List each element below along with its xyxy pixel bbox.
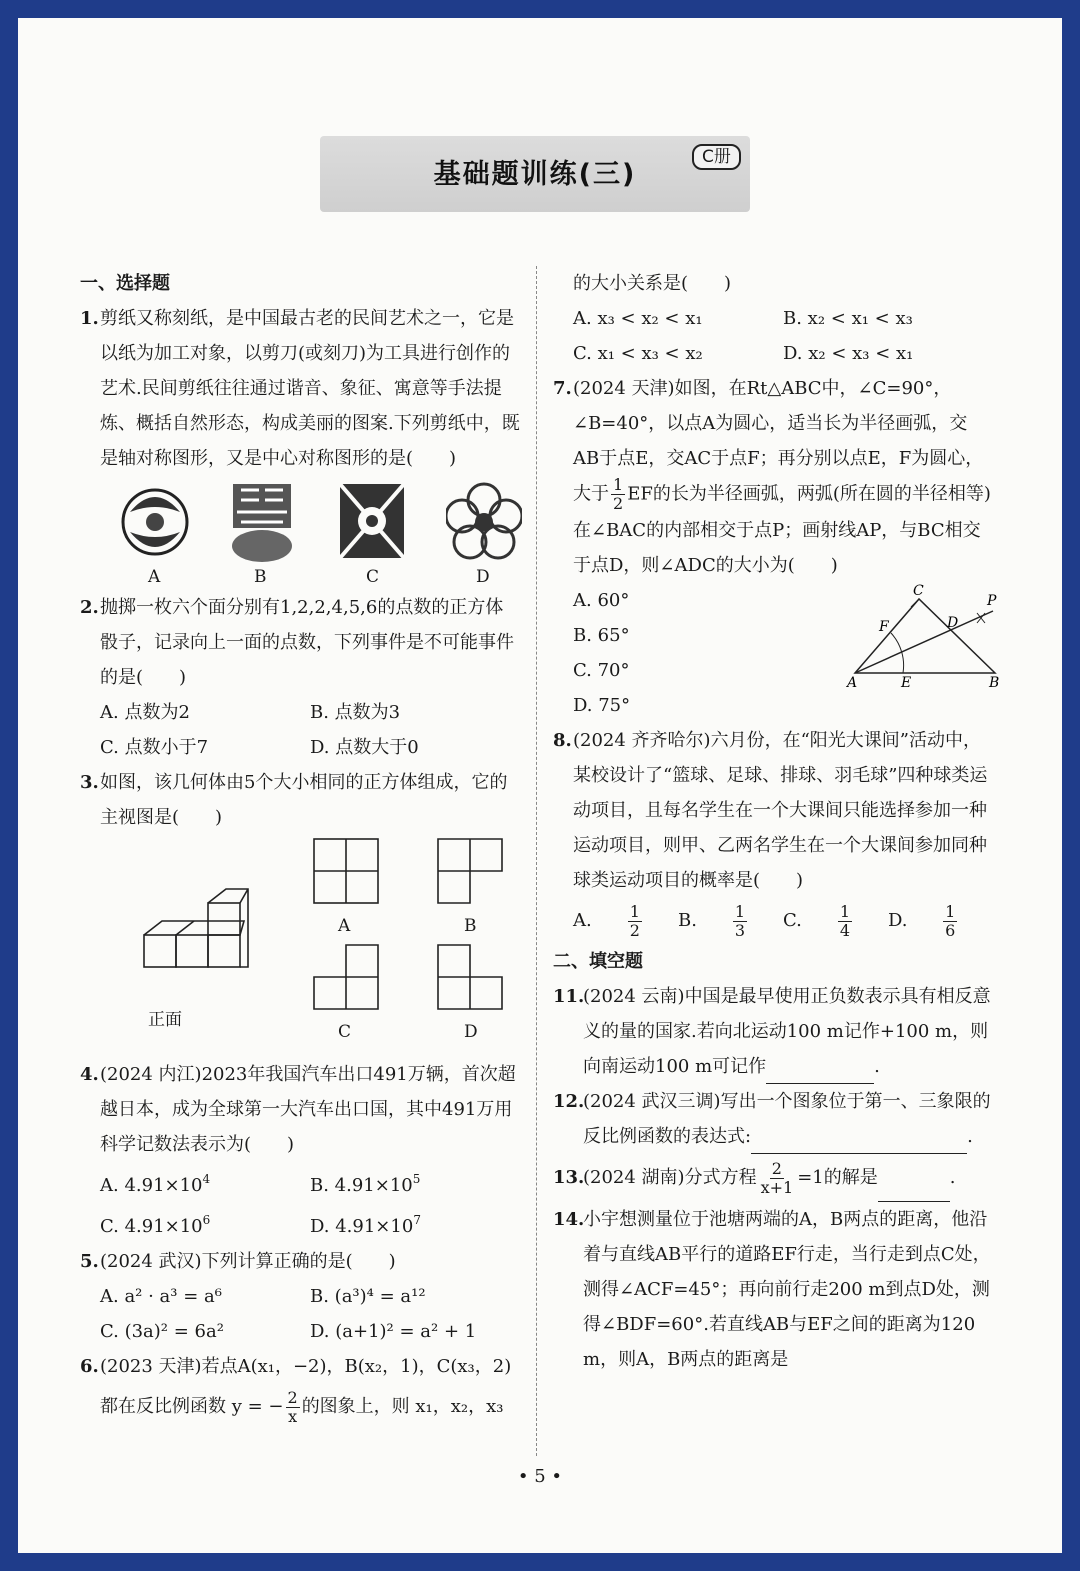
q6-text-line2 [100, 1384, 520, 1430]
q4-options-row2 [80, 1203, 520, 1244]
q13-text1: (2024 湖南)分式方程 [583, 1167, 757, 1188]
q4-option-b-text: B. 4.91×10 [310, 1175, 413, 1196]
q5-options-row2 [80, 1314, 520, 1349]
point-p-label: P [987, 593, 997, 609]
q11-number: 11. [553, 986, 585, 1007]
q8-frac-d [910, 903, 991, 940]
q8-option-a-label: A. [573, 910, 592, 931]
q7-text1: (2024 天津)如图，在Rt△ABC中，∠C=90°，∠B=40°，以点A为圆心，适当长为半径画弧，交AB于点E，交AC于点F；再分别以点E，F为圆心，大于 [573, 378, 984, 505]
q8-frac-b [699, 903, 781, 940]
q6-options-row1 [553, 301, 993, 336]
q6-number: 6. [80, 1356, 99, 1377]
point-a-label: A [847, 675, 858, 691]
q6-options-row2 [553, 336, 993, 371]
q4-option-a [100, 1162, 310, 1203]
q3-front-label: 正面 [148, 1010, 182, 1030]
q8-option-b [678, 898, 783, 944]
q1-label-b: B [254, 567, 267, 587]
question-7 [553, 371, 993, 583]
papercut-fish-icon [120, 482, 190, 562]
q8-num-d: 1 [945, 901, 956, 921]
q12-answer-blank[interactable] [751, 1131, 967, 1154]
q6-text2a: 都在反比例函数 y = − [100, 1396, 284, 1417]
q8-text: (2024 齐齐哈尔)六月份，在“阳光大课间”活动中，某校设计了“篮球、足球、排球、羽毛球”四种球类运动项目，且每名学生在一个大课间只能选择参加一种运动项目，则甲、乙两名学生在一个大课间参加同种球类运动项目的概率是( ) [573, 730, 988, 891]
q5-option-a: A. a² · a³ = a⁶ [100, 1286, 222, 1307]
page-title: 基础题训练(三) [433, 159, 637, 190]
q5-options-row1 [80, 1279, 520, 1314]
q2-options-row1 [80, 695, 520, 730]
q14-number: 14. [553, 1209, 585, 1230]
book-badge: C册 [692, 144, 741, 170]
q4-option-d-text: D. 4.91×10 [310, 1216, 414, 1237]
right-column [553, 266, 1000, 1377]
question-5 [80, 1244, 520, 1279]
question-12 [553, 1084, 993, 1154]
page-number: • 5 • [517, 1466, 563, 1487]
question-13 [553, 1154, 993, 1202]
question-8 [553, 723, 993, 898]
q5-option-c: C. (3a)² = 6a² [100, 1321, 224, 1342]
q7-option-a: A. 60° [573, 590, 630, 611]
q11-text: (2024 云南)中国是最早使用正负数表示具有相反意义的量的国家.若向北运动100 m记作+100 m，则向南运动100 m可记作 [583, 986, 991, 1077]
q13-fraction [759, 1160, 796, 1197]
q8-option-a [573, 898, 678, 944]
q8-den-c: 4 [839, 920, 851, 940]
question-11 [553, 979, 993, 1084]
q2-option-d: D. 点数大于0 [310, 737, 419, 758]
q4-option-b [310, 1162, 520, 1203]
q4-text: (2024 内江)2023年我国汽车出口491万辆，首次超越日本，成为全球第一大汽车出口国，其中491万用科学记数法表示为( ) [100, 1064, 516, 1155]
q4-option-c-text: C. 4.91×10 [100, 1216, 203, 1237]
point-c-label: C [913, 583, 924, 599]
q8-frac-c [804, 903, 886, 940]
q1-label-c: C [366, 567, 380, 587]
triangle-figure [803, 581, 1003, 691]
q6-option-a: A. x₃ < x₂ < x₁ [573, 308, 703, 329]
q8-option-c-label: C. [783, 910, 802, 931]
q13-frac-num: 2 [771, 1158, 782, 1178]
q3-label-b: B [464, 916, 477, 936]
cube-solid-icon [140, 871, 260, 991]
view-b-icon [436, 837, 504, 905]
q7-option-d: D. 75° [573, 695, 631, 716]
view-a-icon [312, 837, 380, 905]
q4-exp-a: 4 [202, 1172, 211, 1186]
q6-frac-num: 2 [287, 1387, 298, 1407]
question-4 [80, 1057, 520, 1162]
q8-option-d-label: D. [888, 910, 908, 931]
q3-label-d: D [464, 1022, 478, 1042]
q8-den-a: 2 [629, 920, 640, 940]
q6-text-line1: (2023 天津)若点A(x₁，−2)，B(x₂，1)，C(x₃，2) [100, 1356, 512, 1377]
q1-label-a: A [148, 567, 161, 587]
q8-option-d [888, 898, 993, 944]
q6-text2b: 的图象上，则 x₁，x₂，x₃ [301, 1396, 504, 1417]
q14-text: 小宇想测量位于池塘两端的A，B两点的距离，他沿着与直线AB平行的道路EF行走，当行走到点C处，测得∠ACF=45°；再向前行走200 m到点D处，测得∠BDF=60°.若直线AB与EF之间的距离为120 m，则A，B两点的距离是 [583, 1209, 991, 1370]
q7-half-fraction [611, 476, 625, 513]
q3-label-a: A [338, 916, 351, 936]
section-fill: 二、填空题 [553, 951, 643, 972]
page [18, 18, 1062, 1553]
q5-option-d: D. (a+1)² = a² + 1 [310, 1321, 477, 1342]
question-2 [80, 590, 520, 695]
q8-option-c [783, 898, 888, 944]
q7-half-den: 2 [613, 494, 624, 513]
question-1 [80, 301, 520, 476]
q12-number: 12. [553, 1091, 585, 1112]
q4-exp-d: 7 [413, 1213, 421, 1227]
q6-option-c: C. x₁ < x₃ < x₂ [573, 343, 703, 364]
q2-text: 抛掷一枚六个面分别有1,2,2,4,5,6的点数的正方体骰子，记录向上一面的点数，下列事件是不可能事件的是( ) [100, 597, 514, 688]
q4-option-c [100, 1203, 310, 1244]
q11-answer-blank[interactable] [766, 1061, 874, 1084]
q3-text: 如图，该几何体由5个大小相同的正方体组成，它的主视图是( ) [100, 772, 508, 828]
left-column [80, 266, 520, 1430]
q13-answer-blank[interactable] [878, 1179, 950, 1202]
q12-text: (2024 武汉三调)写出一个图象位于第一、三象限的反比例函数的表达式: [583, 1091, 991, 1147]
point-f-label: F [879, 619, 889, 635]
q6-text-line3: 的大小关系是( ) [573, 273, 732, 294]
question-6 [80, 1349, 520, 1430]
papercut-double-happiness-icon [227, 480, 297, 564]
q11-end: . [874, 1056, 880, 1077]
q7-options-and-figure [553, 583, 1000, 723]
q8-options [553, 898, 993, 944]
q6-fraction [286, 1389, 300, 1426]
q7-number: 7. [553, 378, 572, 399]
q4-option-a-text: A. 4.91×10 [100, 1175, 203, 1196]
q4-number: 4. [80, 1064, 99, 1085]
q8-num-c: 1 [839, 901, 851, 921]
q7-text2: EF的长为半径画弧，两弧(所在圆的半径相等)在∠BAC的内部相交于点P；画射线AP，与BC相交于点D，则∠ADC的大小为( ) [573, 483, 991, 576]
view-c-icon [312, 943, 380, 1011]
title-banner [320, 136, 750, 212]
q4-exp-c: 6 [202, 1213, 211, 1227]
q13-end: . [949, 1167, 956, 1188]
q4-exp-b: 5 [412, 1172, 421, 1186]
point-d-label: D [947, 615, 959, 631]
q6-option-d: D. x₂ < x₃ < x₁ [783, 343, 914, 364]
q12-end: . [967, 1126, 973, 1147]
q6-frac-den: x [288, 1406, 298, 1426]
q8-den-d: 6 [945, 920, 956, 940]
question-3 [80, 765, 520, 835]
q3-figures [80, 835, 520, 1057]
q4-options-row1 [80, 1162, 520, 1203]
q8-number: 8. [553, 730, 572, 751]
q7-option-c: C. 70° [573, 660, 630, 681]
q1-text: 剪纸又称刻纸，是中国最古老的民间艺术之一，它是以纸为加工对象，以剪刀(或刻刀)为工具进行创作的艺术.民间剪纸往往通过谐音、象征、寓意等手法提炼、概括自然形态，构成美丽的图案.下列剪纸中，既是轴对称图形，又是中心对称图形的是( ) [100, 308, 520, 469]
q6-option-b: B. x₂ < x₁ < x₃ [783, 308, 913, 329]
q1-number: 1. [80, 308, 99, 329]
papercut-square-pattern-icon [336, 480, 408, 562]
q2-option-c: C. 点数小于7 [100, 737, 209, 758]
q3-number: 3. [80, 772, 99, 793]
section-choice: 一、选择题 [80, 273, 170, 294]
q8-frac-a [594, 903, 676, 940]
q8-den-b: 3 [734, 920, 746, 940]
q13-number: 13. [553, 1167, 585, 1188]
question-14 [553, 1202, 993, 1377]
q5-number: 5. [80, 1251, 99, 1272]
q5-option-b: B. (a³)⁴ = a¹² [310, 1286, 426, 1307]
q4-option-d [310, 1203, 520, 1244]
q3-label-c: C [338, 1022, 352, 1042]
q13-text2: =1的解是 [797, 1167, 878, 1188]
q7-half-num: 1 [613, 475, 624, 494]
q1-label-d: D [476, 567, 490, 587]
q1-figures [80, 476, 520, 590]
column-divider [536, 266, 537, 1456]
q2-number: 2. [80, 597, 99, 618]
q8-option-b-label: B. [678, 910, 697, 931]
point-e-label: E [901, 675, 912, 691]
q2-option-a: A. 点数为2 [100, 702, 190, 723]
q7-option-b: B. 65° [573, 625, 630, 646]
q2-options-row2 [80, 730, 520, 765]
q8-num-b: 1 [734, 901, 746, 921]
q5-text: (2024 武汉)下列计算正确的是( ) [100, 1251, 396, 1272]
point-b-label: B [989, 675, 1000, 691]
view-d-icon [436, 943, 504, 1011]
q13-frac-den: x+1 [760, 1177, 794, 1197]
q8-num-a: 1 [629, 901, 640, 921]
q2-option-b: B. 点数为3 [310, 702, 401, 723]
papercut-flower-icon [446, 478, 522, 564]
